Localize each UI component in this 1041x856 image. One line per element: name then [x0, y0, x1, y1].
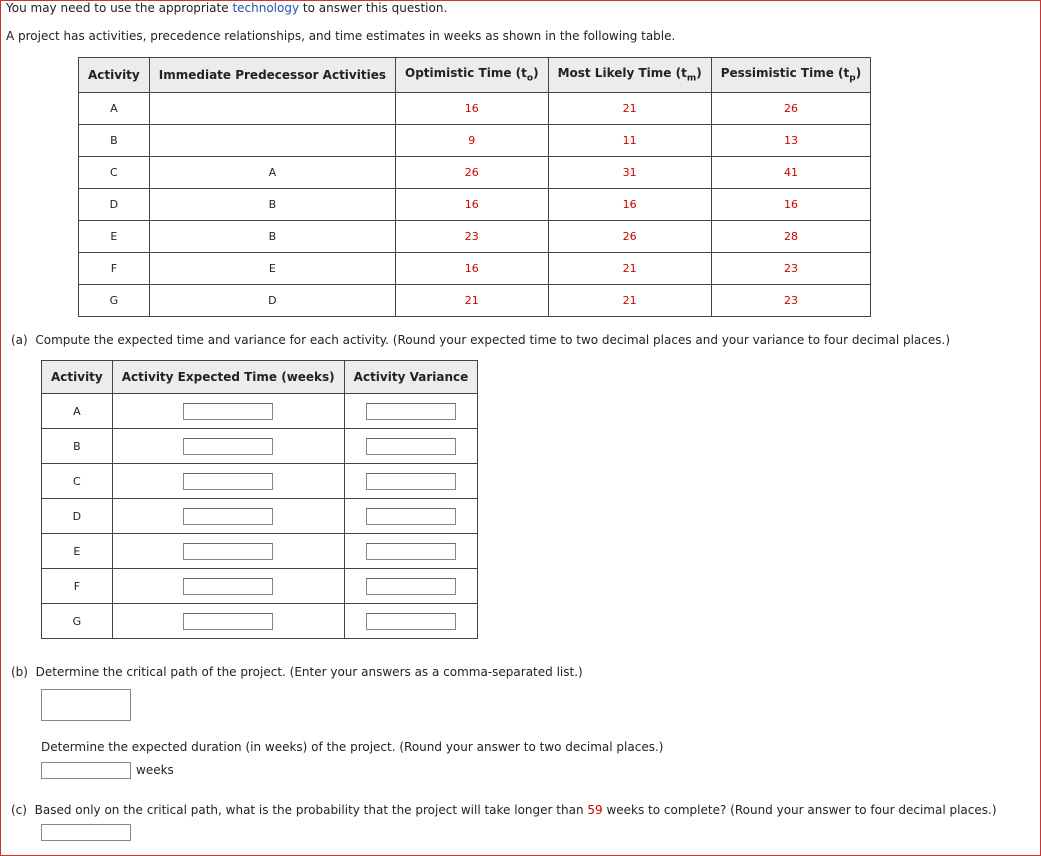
technology-link[interactable]: technology	[232, 1, 300, 15]
col-activity: Activity	[79, 58, 150, 93]
activity-cell: A	[42, 394, 113, 429]
variance-input[interactable]	[366, 508, 456, 525]
col-expected-time: Activity Expected Time (weeks)	[112, 361, 344, 394]
answer-row	[42, 394, 478, 429]
activity-cell: E	[42, 534, 113, 569]
pessimistic-cell: 16	[711, 189, 871, 221]
part-a-text: Compute the expected time and variance for each activity. (Round your expected time to two decimal places and your variance to four decimal places.)	[35, 333, 950, 347]
predecessor-cell: B	[149, 189, 395, 221]
expected-time-input[interactable]	[183, 473, 273, 490]
expected-time-input[interactable]	[183, 613, 273, 630]
intro-text-after: to answer this question.	[299, 1, 448, 15]
pessimistic-cell: 23	[711, 285, 871, 317]
col-predecessor: Immediate Predecessor Activities	[149, 58, 395, 93]
table-row	[79, 285, 871, 317]
expected-time-input[interactable]	[183, 543, 273, 560]
activity-cell: G	[79, 285, 150, 317]
part-a-label: (a)	[11, 333, 28, 347]
answer-row	[42, 534, 478, 569]
table-row	[79, 253, 871, 285]
table-row	[79, 189, 871, 221]
part-c-highlight: 59	[587, 803, 603, 817]
activity-cell: B	[79, 125, 150, 157]
expected-time-input[interactable]	[183, 438, 273, 455]
part-c-text-after: weeks to complete? (Round your answer to four decimal places.)	[602, 803, 997, 817]
activity-cell: C	[42, 464, 113, 499]
col-optimistic: Optimistic Time $(t_o)$	[396, 58, 549, 93]
answer-row	[42, 429, 478, 464]
predecessor-cell: D	[149, 285, 395, 317]
variance-cell	[344, 429, 478, 464]
likely-cell: 26	[548, 221, 711, 253]
predecessor-cell	[149, 125, 395, 157]
activity-cell: F	[42, 569, 113, 604]
predecessor-cell: A	[149, 157, 395, 189]
col-most-likely: Most Likely Time $(t_m)$	[548, 58, 711, 93]
activity-cell: D	[42, 499, 113, 534]
pessimistic-cell: 23	[711, 253, 871, 285]
part-c-prompt	[11, 803, 997, 817]
pessimistic-cell: 41	[711, 157, 871, 189]
likely-cell: 21	[548, 285, 711, 317]
optimistic-cell: 21	[396, 285, 549, 317]
variance-input[interactable]	[366, 613, 456, 630]
optimistic-cell: 16	[396, 93, 549, 125]
variance-cell	[344, 604, 478, 639]
variance-cell	[344, 394, 478, 429]
variance-cell	[344, 569, 478, 604]
expected-cell	[112, 604, 344, 639]
variance-input[interactable]	[366, 403, 456, 420]
expected-cell	[112, 429, 344, 464]
variance-cell	[344, 464, 478, 499]
likely-cell: 21	[548, 93, 711, 125]
predecessor-cell: E	[149, 253, 395, 285]
predecessor-cell: B	[149, 221, 395, 253]
intro-line	[6, 1, 447, 15]
answer-row	[42, 464, 478, 499]
optimistic-cell: 26	[396, 157, 549, 189]
critical-path-input[interactable]	[41, 689, 131, 721]
likely-cell: 11	[548, 125, 711, 157]
expected-cell	[112, 394, 344, 429]
expected-cell	[112, 464, 344, 499]
likely-cell: 21	[548, 253, 711, 285]
table-row	[79, 125, 871, 157]
activity-cell: G	[42, 604, 113, 639]
table-row	[79, 93, 871, 125]
optimistic-cell: 16	[396, 253, 549, 285]
part-a-prompt	[11, 333, 950, 347]
optimistic-cell: 16	[396, 189, 549, 221]
expected-time-input[interactable]	[183, 508, 273, 525]
activity-cell: B	[42, 429, 113, 464]
variance-input[interactable]	[366, 473, 456, 490]
expected-time-input[interactable]	[183, 403, 273, 420]
variance-cell	[344, 534, 478, 569]
col-variance: Activity Variance	[344, 361, 478, 394]
col-activity: Activity	[42, 361, 113, 394]
intro-text-before: You may need to use the appropriate	[6, 1, 233, 15]
part-c-text-before: Based only on the critical path, what is the probability that the project will take longer than	[34, 803, 588, 817]
part-b-prompt	[11, 665, 583, 679]
part-c-label: (c)	[11, 803, 27, 817]
predecessor-cell	[149, 93, 395, 125]
variance-cell	[344, 499, 478, 534]
answer-row	[42, 499, 478, 534]
likely-cell: 31	[548, 157, 711, 189]
activity-cell: D	[79, 189, 150, 221]
activity-cell: F	[79, 253, 150, 285]
col-pessimistic: Pessimistic Time $(t_p)$	[711, 58, 871, 93]
activity-cell: E	[79, 221, 150, 253]
activity-cell: C	[79, 157, 150, 189]
optimistic-cell: 9	[396, 125, 549, 157]
answer-row	[42, 569, 478, 604]
activity-cell: A	[79, 93, 150, 125]
variance-input[interactable]	[366, 543, 456, 560]
duration-prompt: Determine the expected duration (in weeks) of the project. (Round your answer to two decimal places.)	[41, 740, 664, 754]
variance-input[interactable]	[366, 578, 456, 595]
table-row	[79, 157, 871, 189]
answer-table	[41, 360, 478, 639]
expected-cell	[112, 569, 344, 604]
expected-cell	[112, 499, 344, 534]
pessimistic-cell: 13	[711, 125, 871, 157]
answer-row	[42, 604, 478, 639]
expected-time-input[interactable]	[183, 578, 273, 595]
time-estimates-table	[78, 57, 871, 317]
part-b-text: Determine the critical path of the project. (Enter your answers as a comma-separated list.)	[35, 665, 583, 679]
part-b-label: (b)	[11, 665, 28, 679]
likely-cell: 16	[548, 189, 711, 221]
duration-input[interactable]	[41, 762, 131, 779]
weeks-unit: weeks	[136, 763, 174, 777]
expected-cell	[112, 534, 344, 569]
probability-input[interactable]	[41, 824, 131, 841]
variance-input[interactable]	[366, 438, 456, 455]
table-row	[79, 221, 871, 253]
problem-statement: A project has activities, precedence relationships, and time estimates in weeks as shown in the following table.	[6, 29, 676, 43]
pessimistic-cell: 28	[711, 221, 871, 253]
optimistic-cell: 23	[396, 221, 549, 253]
pessimistic-cell: 26	[711, 93, 871, 125]
